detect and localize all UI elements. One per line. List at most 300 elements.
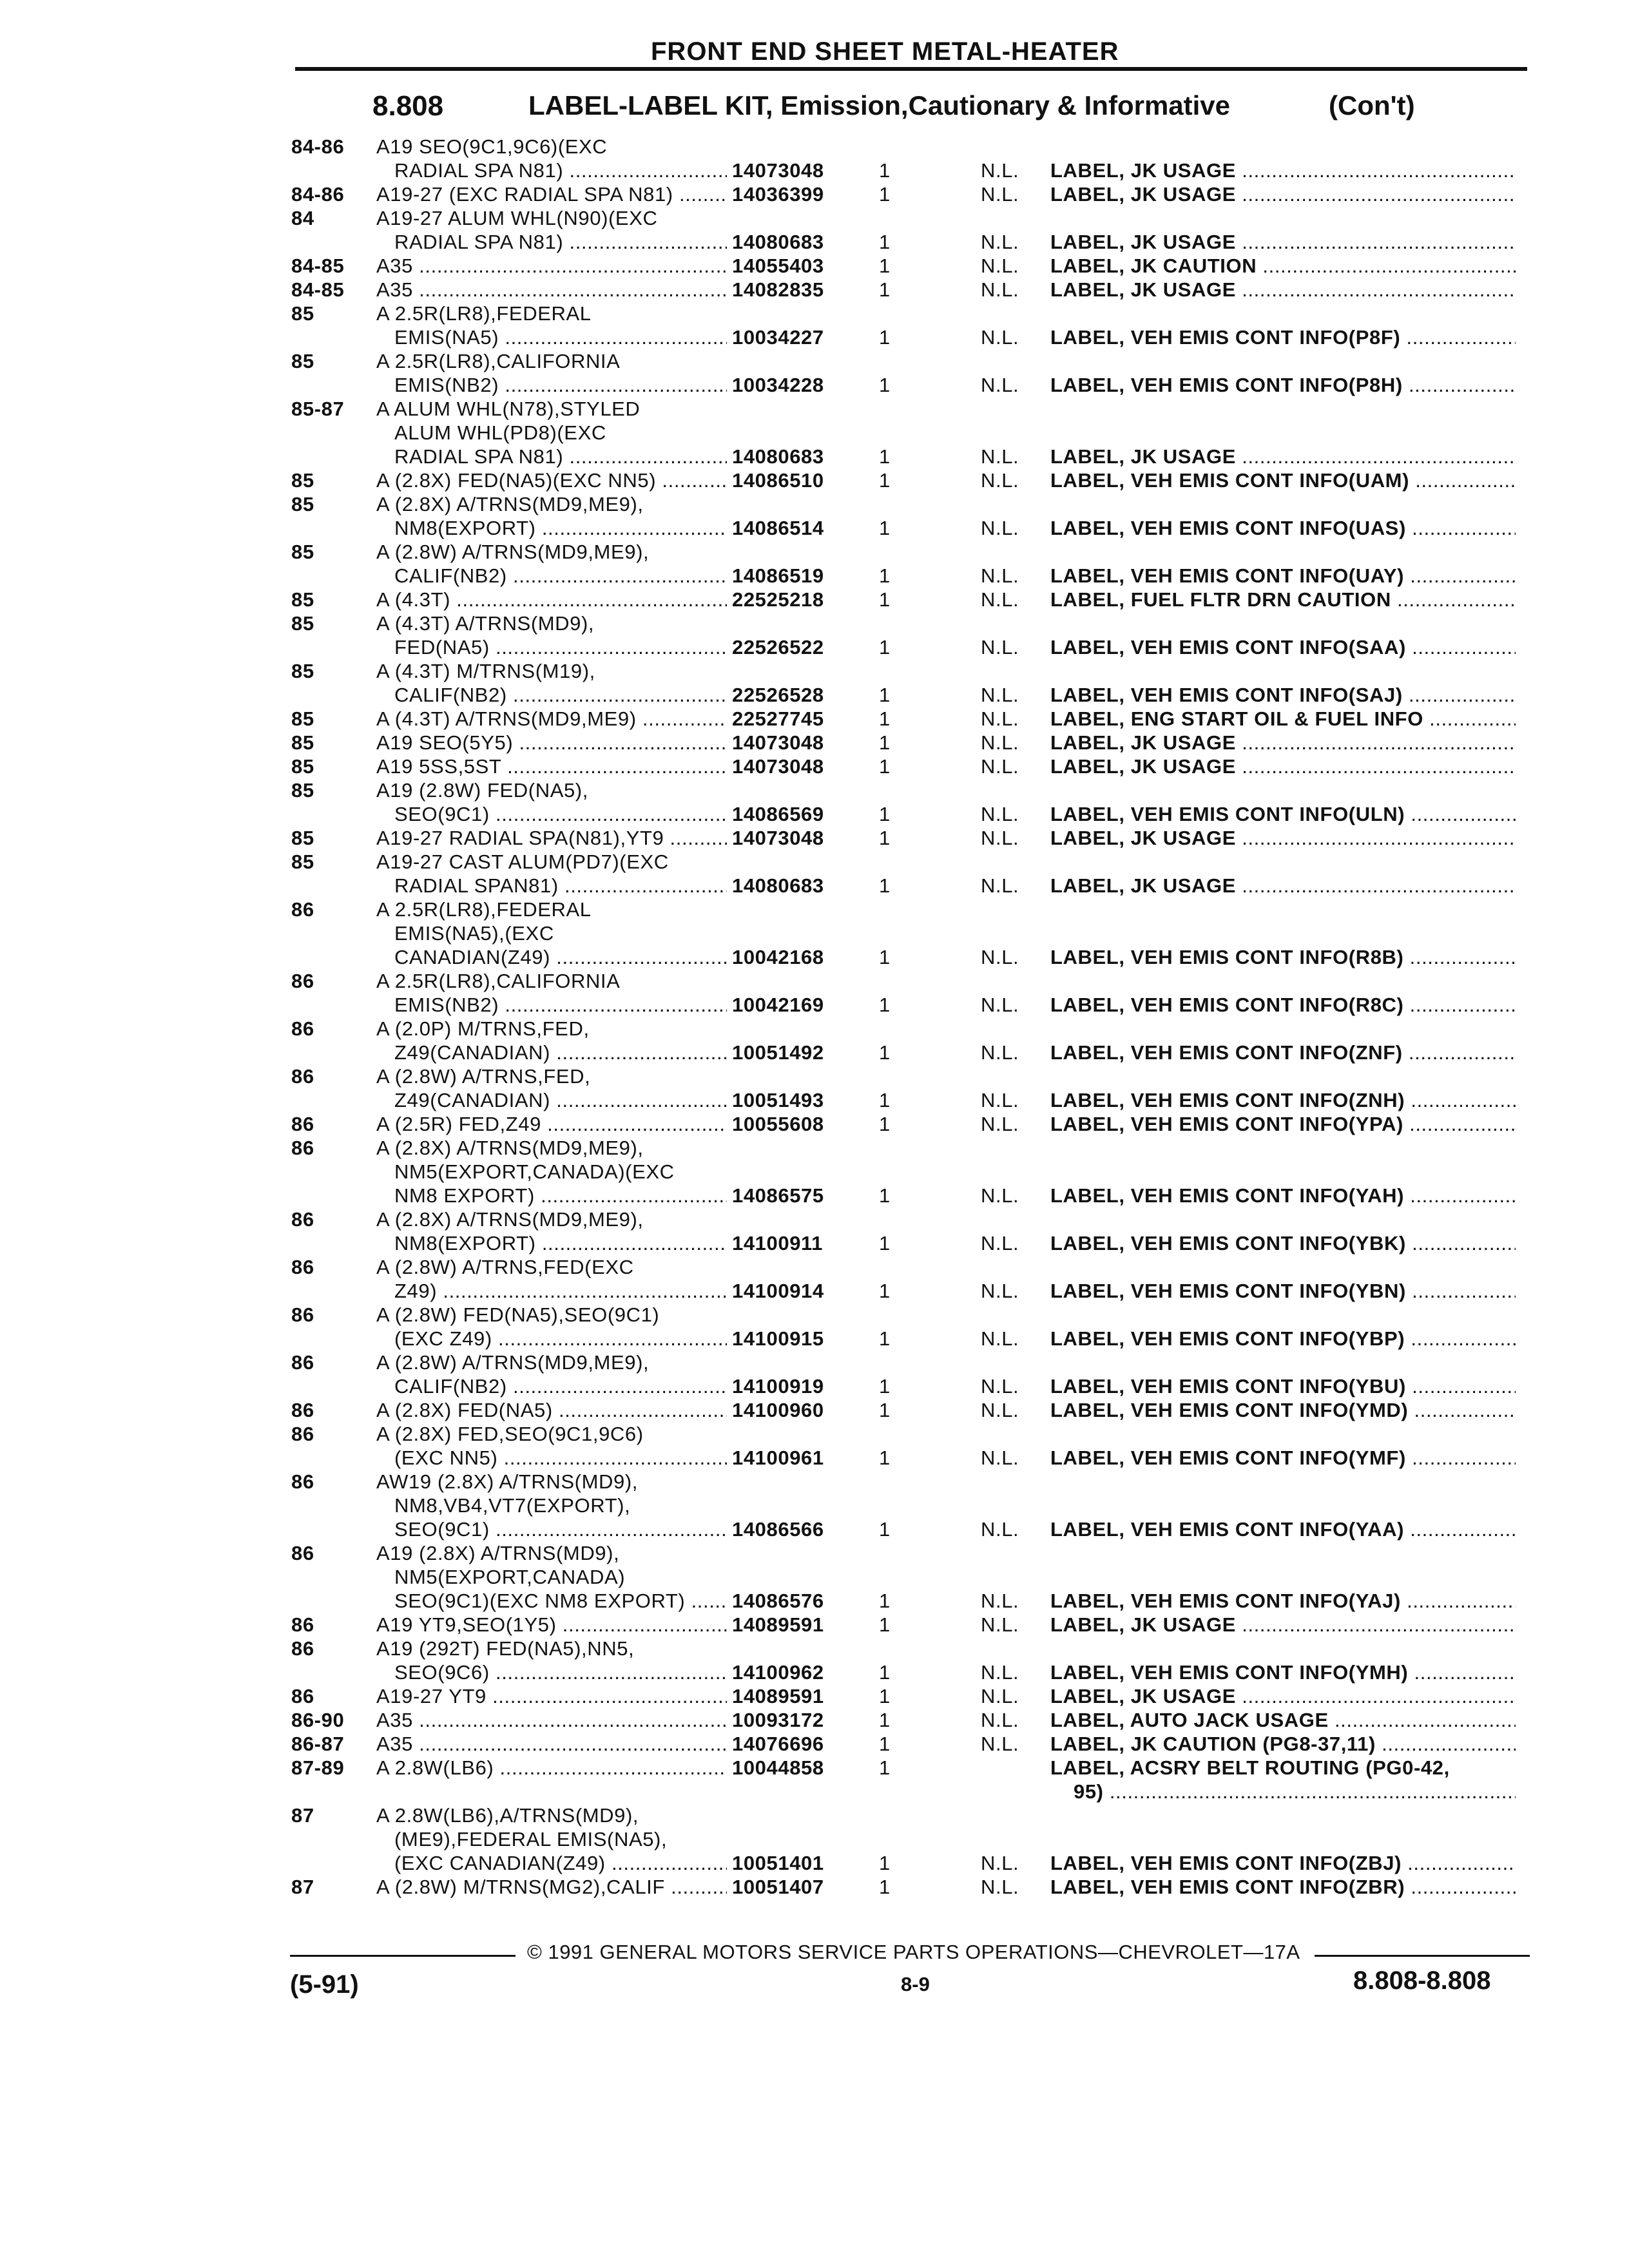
quantity: 1 xyxy=(879,326,891,349)
nl-code: N.L. xyxy=(981,755,1019,778)
list-item xyxy=(0,1613,1629,1637)
model-year: 86 xyxy=(291,1303,314,1326)
usage-description: A (2.8W) A/TRNS,FED(EXC xyxy=(376,1256,634,1278)
usage-description: A35 ..... xyxy=(376,278,727,302)
nl-code: N.L. xyxy=(981,1041,1019,1064)
model-year: 87 xyxy=(291,1876,314,1898)
part-number: 22526522 xyxy=(732,636,824,658)
part-name: LABEL, JK USAGE ..... xyxy=(1050,731,1516,754)
quantity: 1 xyxy=(879,1399,891,1421)
part-number: 14089591 xyxy=(732,1685,824,1707)
quantity: 1 xyxy=(879,1327,891,1350)
footer-rule-right xyxy=(1315,1955,1530,1957)
usage-description: A (2.8W) A/TRNS(MD9,ME9), xyxy=(376,541,650,563)
part-name: LABEL, VEH EMIS CONT INFO(YAA) ..... xyxy=(1050,1518,1516,1541)
usage-description: A 2.5R(LR8),FEDERAL xyxy=(376,898,592,921)
usage-description: EMIS(NB2) ..... xyxy=(394,994,727,1017)
list-item xyxy=(0,1256,1629,1303)
part-name: LABEL, VEH EMIS CONT INFO(P8F) ..... xyxy=(1050,326,1516,349)
usage-description: A19-27 (EXC RADIAL SPA N81) ..... xyxy=(376,183,727,206)
part-name: LABEL, VEH EMIS CONT INFO(ZBJ) ..... xyxy=(1050,1852,1516,1875)
part-number: 14080683 xyxy=(732,874,824,897)
list-item xyxy=(0,1137,1629,1208)
part-number: 14086569 xyxy=(732,803,824,825)
model-year: 85 xyxy=(291,779,314,802)
part-name-continued: 95) ..... xyxy=(1074,1780,1516,1803)
part-name: LABEL, VEH EMIS CONT INFO(UAS) ..... xyxy=(1050,517,1516,540)
usage-description: A (2.8X) FED(NA5)(EXC NN5) ..... xyxy=(376,469,727,492)
usage-description: Z49(CANADIAN) ..... xyxy=(394,1041,727,1064)
list-item xyxy=(0,1637,1629,1685)
usage-description: A19-27 RADIAL SPA(N81),YT9 ..... xyxy=(376,827,727,850)
nl-code: N.L. xyxy=(981,1709,1019,1731)
page-title: FRONT END SHEET METAL-HEATER xyxy=(651,37,1119,66)
usage-description: A (2.8X) FED,SEO(9C1,9C6) xyxy=(376,1423,644,1445)
nl-code: N.L. xyxy=(981,1280,1019,1302)
quantity: 1 xyxy=(879,707,891,730)
list-item xyxy=(0,1685,1629,1709)
quantity: 1 xyxy=(879,1375,891,1398)
part-name: LABEL, VEH EMIS CONT INFO(YMF) ..... xyxy=(1050,1446,1516,1470)
usage-description: A35 ..... xyxy=(376,255,727,278)
usage-description: RADIAL SPA N81) ..... xyxy=(394,445,727,468)
part-number: 14089591 xyxy=(732,1613,824,1636)
list-item xyxy=(0,1017,1629,1065)
list-item xyxy=(0,850,1629,898)
list-item xyxy=(0,135,1629,183)
part-number: 10051401 xyxy=(732,1852,824,1874)
list-item xyxy=(0,1303,1629,1351)
part-name: LABEL, VEH EMIS CONT INFO(ULN) ..... xyxy=(1050,803,1516,826)
list-item xyxy=(0,541,1629,588)
list-item xyxy=(0,1423,1629,1470)
list-item xyxy=(0,827,1629,850)
list-item xyxy=(0,588,1629,612)
part-number: 14086566 xyxy=(732,1518,824,1541)
list-item xyxy=(0,278,1629,302)
quantity: 1 xyxy=(879,1590,891,1612)
usage-description: ALUM WHL(PD8)(EXC xyxy=(394,421,606,444)
quantity: 1 xyxy=(879,803,891,825)
usage-description: A35 ..... xyxy=(376,1733,727,1756)
model-year: 86 xyxy=(291,1685,314,1707)
part-name: LABEL, JK USAGE ..... xyxy=(1050,827,1516,850)
list-item xyxy=(0,1876,1629,1899)
model-year: 86 xyxy=(291,1423,314,1445)
footer-page-number: 8-9 xyxy=(901,1973,930,1995)
model-year: 85-87 xyxy=(291,398,345,420)
model-year: 84-85 xyxy=(291,278,345,301)
usage-description: RADIAL SPA N81) ..... xyxy=(394,231,727,254)
part-number: 14073048 xyxy=(732,731,824,754)
usage-description: A35 ..... xyxy=(376,1709,727,1732)
part-number: 10055608 xyxy=(732,1113,824,1135)
quantity: 1 xyxy=(879,1184,891,1207)
usage-description: EMIS(NA5),(EXC xyxy=(394,922,554,945)
model-year: 86 xyxy=(291,1137,314,1159)
part-number: 14100911 xyxy=(732,1232,824,1254)
usage-description: A 2.8W(LB6),A/TRNS(MD9), xyxy=(376,1804,639,1827)
part-number: 10034227 xyxy=(732,326,824,349)
footer-rule-left xyxy=(290,1955,516,1957)
part-name: LABEL, VEH EMIS CONT INFO(UAY) ..... xyxy=(1050,564,1516,588)
usage-description: NM8 EXPORT) ..... xyxy=(394,1184,727,1207)
model-year: 86-87 xyxy=(291,1733,345,1755)
quantity: 1 xyxy=(879,1089,891,1111)
part-number: 14100960 xyxy=(732,1399,824,1421)
nl-code: N.L. xyxy=(981,731,1019,754)
nl-code: N.L. xyxy=(981,326,1019,349)
part-number: 14086510 xyxy=(732,469,824,492)
parts-list xyxy=(0,135,1629,1899)
usage-description: A19-27 CAST ALUM(PD7)(EXC xyxy=(376,850,669,873)
model-year: 86 xyxy=(291,1637,314,1660)
model-year: 85 xyxy=(291,660,314,682)
part-name: LABEL, VEH EMIS CONT INFO(R8B) ..... xyxy=(1050,946,1516,969)
usage-description: A19 (2.8X) A/TRNS(MD9), xyxy=(376,1542,620,1564)
model-year: 85 xyxy=(291,302,314,325)
part-name: LABEL, FUEL FLTR DRN CAUTION ..... xyxy=(1050,588,1516,611)
usage-description: A (2.0P) M/TRNS,FED, xyxy=(376,1017,590,1040)
part-number: 14086575 xyxy=(732,1184,824,1207)
header-rule xyxy=(295,67,1527,71)
list-item xyxy=(0,970,1629,1017)
nl-code: N.L. xyxy=(981,1733,1019,1755)
list-item xyxy=(0,1804,1629,1876)
nl-code: N.L. xyxy=(981,946,1019,968)
quantity: 1 xyxy=(879,1446,891,1469)
part-name: LABEL, VEH EMIS CONT INFO(YBK) ..... xyxy=(1050,1232,1516,1255)
part-name: LABEL, VEH EMIS CONT INFO(SAJ) ..... xyxy=(1050,684,1516,707)
part-number: 14100914 xyxy=(732,1280,824,1302)
part-name: LABEL, VEH EMIS CONT INFO(YBN) ..... xyxy=(1050,1280,1516,1303)
usage-description: CALIF(NB2) ..... xyxy=(394,1375,727,1398)
nl-code: N.L. xyxy=(981,1113,1019,1135)
part-number: 14073048 xyxy=(732,755,824,778)
usage-description: A (2.8W) A/TRNS(MD9,ME9), xyxy=(376,1351,650,1374)
quantity: 1 xyxy=(879,731,891,754)
nl-code: N.L. xyxy=(981,803,1019,825)
nl-code: N.L. xyxy=(981,1446,1019,1469)
nl-code: N.L. xyxy=(981,588,1019,611)
quantity: 1 xyxy=(879,278,891,301)
usage-description: A (2.8X) A/TRNS(MD9,ME9), xyxy=(376,1137,644,1159)
model-year: 86 xyxy=(291,1613,314,1636)
nl-code: N.L. xyxy=(981,1661,1019,1684)
quantity: 1 xyxy=(879,1756,891,1779)
nl-code: N.L. xyxy=(981,1232,1019,1254)
list-item xyxy=(0,302,1629,350)
quantity: 1 xyxy=(879,874,891,897)
model-year: 85 xyxy=(291,755,314,778)
part-number: 10042168 xyxy=(732,946,824,968)
usage-description: A (4.3T) M/TRNS(M19), xyxy=(376,660,595,682)
usage-description: SEO(9C1) ..... xyxy=(394,1518,727,1541)
footer-section-range: 8.808-8.808 xyxy=(1353,1966,1491,1995)
part-name: LABEL, VEH EMIS CONT INFO(ZNF) ..... xyxy=(1050,1041,1516,1064)
usage-description: A19 (292T) FED(NA5),NN5, xyxy=(376,1637,635,1660)
model-year: 85 xyxy=(291,493,314,515)
part-number: 14080683 xyxy=(732,231,824,253)
part-name: LABEL, ENG START OIL & FUEL INFO ..... xyxy=(1050,707,1516,731)
quantity: 1 xyxy=(879,183,891,206)
usage-description: (EXC CANADIAN(Z49) ..... xyxy=(394,1852,727,1875)
part-name: LABEL, JK USAGE ..... xyxy=(1050,445,1516,468)
part-name: LABEL, VEH EMIS CONT INFO(P8H) ..... xyxy=(1050,374,1516,397)
list-item xyxy=(0,731,1629,755)
usage-description: NM8(EXPORT) ..... xyxy=(394,517,727,540)
usage-description: A19 SEO(9C1,9C6)(EXC xyxy=(376,135,608,158)
quantity: 1 xyxy=(879,231,891,253)
model-year: 86 xyxy=(291,1351,314,1374)
nl-code: N.L. xyxy=(981,1399,1019,1421)
model-year: 85 xyxy=(291,541,314,563)
model-year: 85 xyxy=(291,612,314,635)
usage-description: RADIAL SPA N81) ..... xyxy=(394,159,727,182)
usage-description: A (2.8W) M/TRNS(MG2),CALIF ..... xyxy=(376,1876,727,1899)
part-number: 14086514 xyxy=(732,517,824,539)
quantity: 1 xyxy=(879,684,891,706)
model-year: 86 xyxy=(291,1256,314,1278)
model-year: 85 xyxy=(291,850,314,873)
part-name: LABEL, VEH EMIS CONT INFO(ZNH) ..... xyxy=(1050,1089,1516,1112)
part-number: 10051492 xyxy=(732,1041,824,1064)
usage-description: A 2.5R(LR8),FEDERAL xyxy=(376,302,592,325)
usage-description: CALIF(NB2) ..... xyxy=(394,684,727,707)
nl-code: N.L. xyxy=(981,1327,1019,1350)
part-number: 14080683 xyxy=(732,445,824,468)
model-year: 84-85 xyxy=(291,255,345,277)
model-year: 84-86 xyxy=(291,135,345,158)
section-number: 8.808 xyxy=(372,90,444,122)
usage-description: A (2.5R) FED,Z49 ..... xyxy=(376,1113,727,1136)
list-item xyxy=(0,1470,1629,1542)
usage-description: A (4.3T) ..... xyxy=(376,588,727,611)
usage-description: A19 (2.8W) FED(NA5), xyxy=(376,779,588,802)
part-name: LABEL, AUTO JACK USAGE ..... xyxy=(1050,1709,1516,1732)
model-year: 84 xyxy=(291,207,314,229)
usage-description: A (2.8W) FED(NA5),SEO(9C1) xyxy=(376,1303,660,1326)
quantity: 1 xyxy=(879,946,891,968)
list-item xyxy=(0,350,1629,398)
model-year: 86 xyxy=(291,1017,314,1040)
part-name: LABEL, VEH EMIS CONT INFO(YAH) ..... xyxy=(1050,1184,1516,1207)
part-name: LABEL, JK CAUTION (PG8-37,11) ..... xyxy=(1050,1733,1516,1756)
nl-code: N.L. xyxy=(981,564,1019,587)
nl-code: N.L. xyxy=(981,1613,1019,1636)
usage-description: A (4.3T) A/TRNS(MD9), xyxy=(376,612,595,635)
usage-description: EMIS(NA5) ..... xyxy=(394,326,727,349)
quantity: 1 xyxy=(879,588,891,611)
quantity: 1 xyxy=(879,1685,891,1707)
quantity: 1 xyxy=(879,159,891,182)
part-number: 22527745 xyxy=(732,707,824,730)
part-name: LABEL, JK USAGE ..... xyxy=(1050,278,1516,302)
usage-description: EMIS(NB2) ..... xyxy=(394,374,727,397)
part-number: 14086576 xyxy=(732,1590,824,1612)
part-name: LABEL, VEH EMIS CONT INFO(YBU) ..... xyxy=(1050,1375,1516,1398)
part-number: 14073048 xyxy=(732,159,824,182)
model-year: 85 xyxy=(291,827,314,849)
part-number: 14073048 xyxy=(732,827,824,849)
model-year: 85 xyxy=(291,469,314,492)
usage-description: A (2.8X) FED(NA5) ..... xyxy=(376,1399,727,1422)
part-number: 14082835 xyxy=(732,278,824,301)
quantity: 1 xyxy=(879,1613,891,1636)
part-number: 14055403 xyxy=(732,255,824,277)
part-number: 14100915 xyxy=(732,1327,824,1350)
nl-code: N.L. xyxy=(981,1184,1019,1207)
nl-code: N.L. xyxy=(981,1590,1019,1612)
model-year: 86 xyxy=(291,1208,314,1231)
part-name: LABEL, JK USAGE ..... xyxy=(1050,1613,1516,1637)
part-name: LABEL, VEH EMIS CONT INFO(UAM) ..... xyxy=(1050,469,1516,492)
part-number: 10034228 xyxy=(732,374,824,396)
usage-description: NM8,VB4,VT7(EXPORT), xyxy=(394,1494,631,1517)
usage-description: A 2.5R(LR8),CALIFORNIA xyxy=(376,970,621,992)
quantity: 1 xyxy=(879,255,891,277)
usage-description: A19 5SS,5ST ..... xyxy=(376,755,727,778)
usage-description: A (2.8W) A/TRNS,FED, xyxy=(376,1065,591,1088)
list-item xyxy=(0,1399,1629,1423)
nl-code: N.L. xyxy=(981,1852,1019,1874)
part-name: LABEL, VEH EMIS CONT INFO(YMH) ..... xyxy=(1050,1661,1516,1684)
list-item xyxy=(0,1733,1629,1756)
part-name: LABEL, VEH EMIS CONT INFO(ZBR) ..... xyxy=(1050,1876,1516,1899)
list-item xyxy=(0,612,1629,660)
usage-description: A 2.8W(LB6) ..... xyxy=(376,1756,727,1780)
quantity: 1 xyxy=(879,1661,891,1684)
list-item xyxy=(0,1351,1629,1399)
model-year: 86 xyxy=(291,898,314,921)
usage-description: FED(NA5) ..... xyxy=(394,636,727,659)
nl-code: N.L. xyxy=(981,374,1019,396)
list-item xyxy=(0,493,1629,541)
part-number: 14086519 xyxy=(732,564,824,587)
usage-description: NM8(EXPORT) ..... xyxy=(394,1232,727,1255)
usage-description: (EXC Z49) ..... xyxy=(394,1327,727,1350)
list-item xyxy=(0,707,1629,731)
usage-description: SEO(9C1) ..... xyxy=(394,803,727,826)
usage-description: Z49(CANADIAN) ..... xyxy=(394,1089,727,1112)
model-year: 86 xyxy=(291,1470,314,1493)
quantity: 1 xyxy=(879,827,891,849)
list-item xyxy=(0,1542,1629,1613)
nl-code: N.L. xyxy=(981,255,1019,277)
usage-description: A19-27 ALUM WHL(N90)(EXC xyxy=(376,207,658,229)
usage-description: SEO(9C1)(EXC NM8 EXPORT) ..... xyxy=(394,1590,727,1613)
model-year: 86-90 xyxy=(291,1709,345,1731)
part-name: LABEL, JK USAGE ..... xyxy=(1050,874,1516,898)
section-continued: (Con't) xyxy=(1329,90,1415,120)
nl-code: N.L. xyxy=(981,636,1019,658)
model-year: 85 xyxy=(291,588,314,611)
list-item xyxy=(0,469,1629,493)
list-item xyxy=(0,779,1629,827)
part-number: 10051407 xyxy=(732,1876,824,1898)
usage-description: A (2.8X) A/TRNS(MD9,ME9), xyxy=(376,1208,644,1231)
part-number: 14076696 xyxy=(732,1733,824,1755)
quantity: 1 xyxy=(879,1876,891,1898)
part-name: LABEL, VEH EMIS CONT INFO(YAJ) ..... xyxy=(1050,1590,1516,1613)
part-number: 14100961 xyxy=(732,1446,824,1469)
usage-description: RADIAL SPAN81) ..... xyxy=(394,874,727,898)
part-name: LABEL, VEH EMIS CONT INFO(R8C) ..... xyxy=(1050,994,1516,1017)
nl-code: N.L. xyxy=(981,445,1019,468)
quantity: 1 xyxy=(879,1518,891,1541)
part-name: LABEL, JK USAGE ..... xyxy=(1050,231,1516,254)
list-item xyxy=(0,1113,1629,1137)
nl-code: N.L. xyxy=(981,994,1019,1016)
part-number: 10042169 xyxy=(732,994,824,1016)
model-year: 85 xyxy=(291,350,314,372)
part-name: LABEL, VEH EMIS CONT INFO(YMD) ..... xyxy=(1050,1399,1516,1422)
part-name: LABEL, JK USAGE ..... xyxy=(1050,159,1516,182)
list-item xyxy=(0,755,1629,779)
usage-description: AW19 (2.8X) A/TRNS(MD9), xyxy=(376,1470,638,1493)
nl-code: N.L. xyxy=(981,827,1019,849)
part-name: LABEL, VEH EMIS CONT INFO(SAA) ..... xyxy=(1050,636,1516,659)
part-name: LABEL, ACSRY BELT ROUTING (PG0-42, xyxy=(1050,1756,1450,1779)
nl-code: N.L. xyxy=(981,159,1019,182)
part-name: LABEL, VEH EMIS CONT INFO(YPA) ..... xyxy=(1050,1113,1516,1136)
usage-description: CALIF(NB2) ..... xyxy=(394,564,727,588)
part-name: LABEL, JK USAGE ..... xyxy=(1050,1685,1516,1708)
usage-description: A ALUM WHL(N78),STYLED xyxy=(376,398,641,420)
nl-code: N.L. xyxy=(981,707,1019,730)
footer-copyright: © 1991 GENERAL MOTORS SERVICE PARTS OPERATIONS—CHEVROLET—17A xyxy=(527,1941,1300,1963)
list-item xyxy=(0,898,1629,970)
model-year: 84-86 xyxy=(291,183,345,206)
quantity: 1 xyxy=(879,517,891,539)
part-number: 10051493 xyxy=(732,1089,824,1111)
model-year: 86 xyxy=(291,970,314,992)
footer-date: (5-91) xyxy=(290,1970,359,1999)
list-item xyxy=(0,1065,1629,1113)
quantity: 1 xyxy=(879,374,891,396)
quantity: 1 xyxy=(879,636,891,658)
quantity: 1 xyxy=(879,1280,891,1302)
nl-code: N.L. xyxy=(981,1685,1019,1707)
usage-description: (ME9),FEDERAL EMIS(NA5), xyxy=(394,1828,668,1850)
part-name: LABEL, JK CAUTION ..... xyxy=(1050,255,1516,278)
list-item xyxy=(0,183,1629,207)
list-item xyxy=(0,207,1629,255)
usage-description: (EXC NN5) ..... xyxy=(394,1446,727,1470)
nl-code: N.L. xyxy=(981,231,1019,253)
quantity: 1 xyxy=(879,445,891,468)
list-item xyxy=(0,398,1629,469)
quantity: 1 xyxy=(879,564,891,587)
model-year: 86 xyxy=(291,1065,314,1088)
nl-code: N.L. xyxy=(981,469,1019,492)
nl-code: N.L. xyxy=(981,517,1019,539)
model-year: 85 xyxy=(291,731,314,754)
model-year: 87-89 xyxy=(291,1756,345,1779)
quantity: 1 xyxy=(879,1709,891,1731)
usage-description: A 2.5R(LR8),CALIFORNIA xyxy=(376,350,621,372)
list-item xyxy=(0,1756,1629,1804)
usage-description: A (4.3T) A/TRNS(MD9,ME9) ..... xyxy=(376,707,727,731)
part-number: 22525218 xyxy=(732,588,824,611)
part-number: 14100919 xyxy=(732,1375,824,1398)
nl-code: N.L. xyxy=(981,1375,1019,1398)
part-number: 10044858 xyxy=(732,1756,824,1779)
usage-description: SEO(9C6) ..... xyxy=(394,1661,727,1684)
quantity: 1 xyxy=(879,1041,891,1064)
model-year: 86 xyxy=(291,1399,314,1421)
nl-code: N.L. xyxy=(981,1518,1019,1541)
